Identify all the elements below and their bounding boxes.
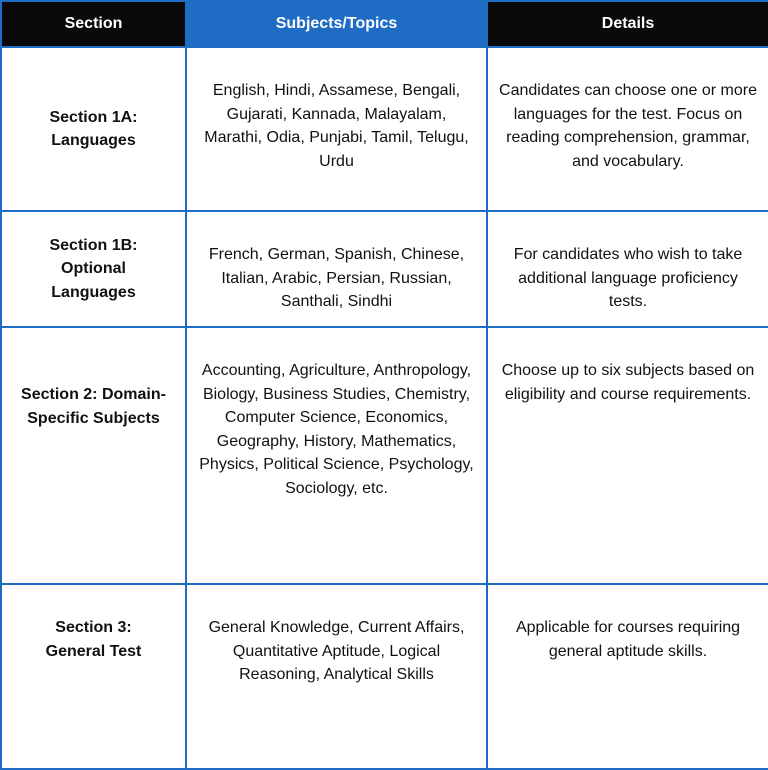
section-name: Section 1A: Languages: [49, 108, 138, 149]
topics-text: General Knowledge, Current Affairs, Quantitative Aptitude, Logical Reasoning, Analytical Skills: [208, 619, 465, 683]
section-name: Section 2: Domain- Specific Subjects: [21, 386, 166, 427]
header-row: [1, 1, 768, 47]
section-name: Section 3: General Test: [45, 619, 142, 660]
details-text: Applicable for courses requiring general aptitude skills.: [515, 619, 741, 660]
details-cell: [487, 211, 768, 327]
details-text: Choose up to six subjects based on eligibility and course requirements.: [501, 362, 755, 403]
table-row: [1, 211, 768, 327]
topics-text: French, German, Spanish, Chinese, Italian, Arabic, Persian, Russian, Santhali, Sindhi: [208, 246, 465, 310]
header-section: Section: [1, 1, 186, 47]
topics-cell: [186, 584, 487, 769]
details-cell: [487, 327, 768, 584]
table-row: [1, 584, 768, 769]
table-row: [1, 47, 768, 211]
header-subjects-topics: Subjects/Topics: [186, 1, 487, 47]
details-text: Candidates can choose one or more languages for the test. Focus on reading comprehension, grammar, and vocabulary.: [499, 82, 757, 170]
details-cell: [487, 584, 768, 769]
section-cell: [1, 47, 186, 211]
topics-cell: [186, 327, 487, 584]
details-text: For candidates who wish to take additional language proficiency tests.: [513, 246, 743, 310]
section-cell: [1, 211, 186, 327]
details-cell: [487, 47, 768, 211]
topics-cell: [186, 211, 487, 327]
topics-text: Accounting, Agriculture, Anthropology, Biology, Business Studies, Chemistry, Computer Science, Economics, Geography, History, Mathematics, Physics, Political Science, Psychology, Sociology, etc.: [199, 362, 474, 497]
topics-cell: [186, 47, 487, 211]
topics-text: English, Hindi, Assamese, Bengali, Gujarati, Kannada, Malayalam, Marathi, Odia, Punjabi, Tamil, Telugu, Urdu: [204, 82, 469, 170]
section-cell: [1, 584, 186, 769]
section-name: Section 1B: Optional Languages: [49, 236, 138, 301]
header-details: Details: [487, 1, 768, 47]
table-row: [1, 327, 768, 584]
section-cell: [1, 327, 186, 584]
